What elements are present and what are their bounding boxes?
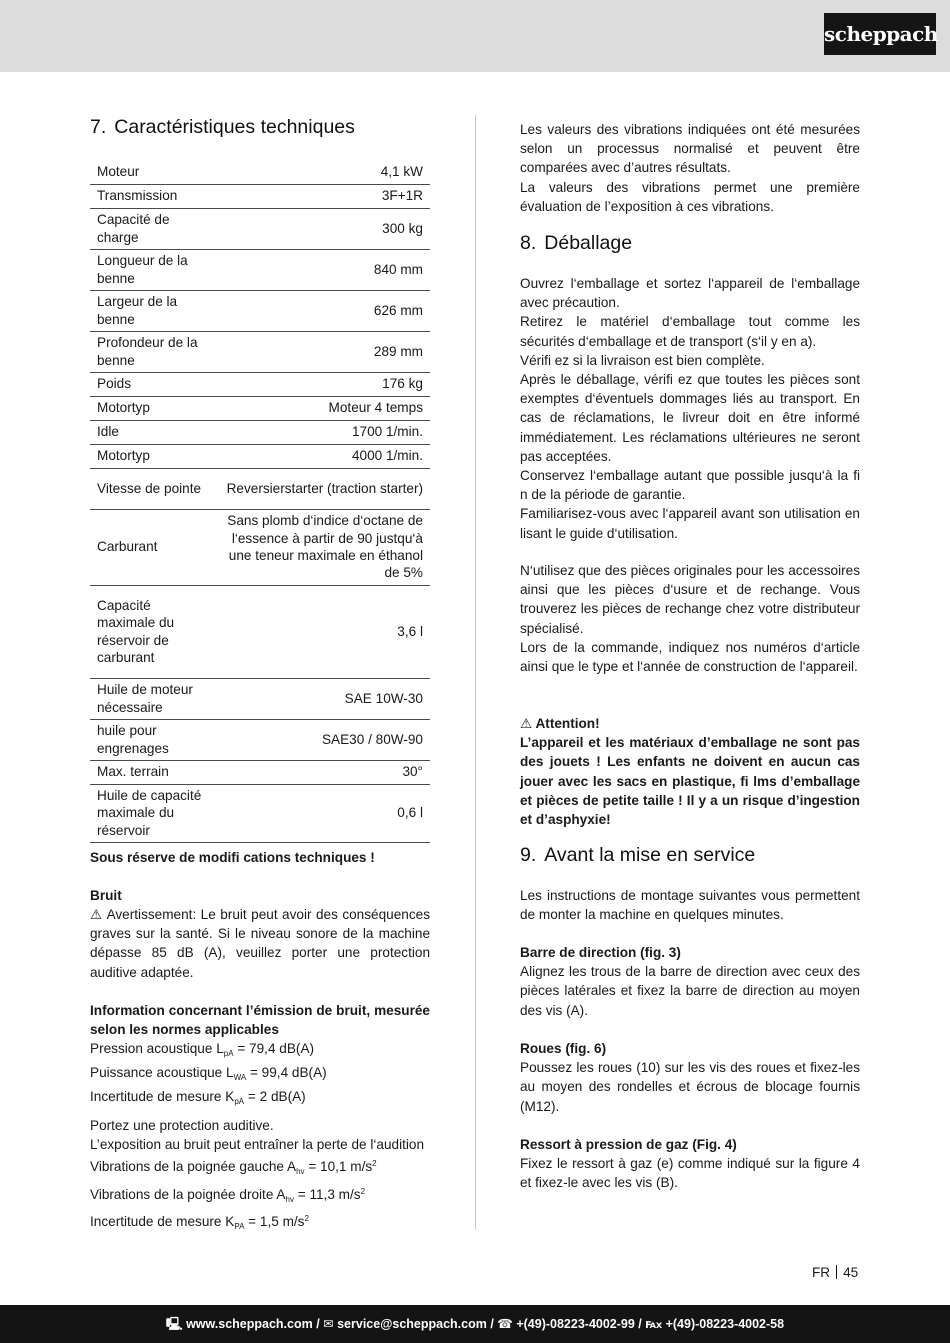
emission-heading: Information concernant l’émission de bruit, mesurée selon les normes applicables [90, 1003, 430, 1038]
gas-spring-text: Fixez le ressort à gaz (e) comme indiqué sur la figure 4 et fixez-le avec les vis (B). [520, 1156, 860, 1191]
spec-value: 3,6 l [218, 585, 430, 678]
section-9-heading [520, 844, 860, 867]
assembly-intro: Les instructions de montage suivantes vous permettent de monter la machine en quelques minutes. [520, 888, 860, 923]
spare-parts-text: N‘utilisez que des pièces originales pour les accessoires ainsi que les pièces d‘usure et de rechange. Vous trouverez les pièces de rechange chez votre distributeur spécialisé. Lors de la commande, indiquez nos numéros d‘article ainsi que le type et l‘année de construction de l‘appareil. [520, 563, 860, 675]
emission-values [90, 1039, 430, 1112]
spec-value: Reversierstarter (traction starter) [218, 468, 430, 509]
spec-row [90, 509, 430, 585]
spec-label: Longueur de la benne [90, 249, 218, 290]
website-link[interactable]: www.scheppach.com [186, 1317, 313, 1331]
wheels-text: Poussez les roues (10) sur les vis des roues et fixez-les au moyen des rondelles et écrous de blocage fournis (M12). [520, 1060, 860, 1114]
fax-number: +(49)-08223-4002-58 [665, 1317, 785, 1331]
spec-row [90, 372, 430, 396]
attention-block [520, 714, 860, 829]
spec-value: 626 mm [218, 290, 430, 331]
fax-icon: ℻ [645, 1317, 666, 1331]
spec-value: SAE30 / 80W-90 [218, 719, 430, 760]
spec-value: 300 kg [218, 208, 430, 249]
spec-value: 289 mm [218, 331, 430, 372]
spec-value: 176 kg [218, 372, 430, 396]
bruit-heading: Bruit [90, 888, 122, 903]
contact-footer: 🖳 www.scheppach.com / ✉ service@scheppach.com / ☎ +(49)-08223-4002-99 / ℻ +(49)-08223-4002-58 [0, 1305, 950, 1343]
unpacking-text: Ouvrez l‘emballage et sortez l‘appareil de l‘emballage avec précaution. Retirez le matériel d‘emballage tout comme les sécurités d‘emballage et de transport (s‘il y en a). Vérifi ez si la livraison est bien complète. Après le déballage, vérifi ez que toutes les pièces sont exemptes d‘éventuels dommages liés au transport. En cas de réclamations, le livreur doit en être informé immédiatement. Les réclamations ultérieures ne seront pas acceptées. Conservez l‘emballage autant que possible jusqu‘à la fi n de la période de garantie. Familiarisez-vous avec l‘appareil avant son utilisation en lisant le guide d‘utilisation. [520, 276, 860, 541]
spec-label: Idle [90, 420, 218, 444]
spec-value: 4000 1/min. [218, 444, 430, 468]
spec-label: Carburant [90, 509, 218, 585]
column-divider [475, 115, 476, 1230]
spec-label: Transmission [90, 184, 218, 208]
kpa-line: Incertitude de mesure $K_{pA} = 2$ dB(A) [90, 1089, 306, 1107]
vibration-block [90, 1116, 430, 1236]
section-title: Avant la mise en service [544, 844, 756, 866]
spec-label: Largeur de la benne [90, 290, 218, 331]
vib-right-line: Vibrations de la poignée droite $A_{hv} = 11,3$ $m/s^2$ [90, 1186, 366, 1204]
spec-value: 3F+1R [218, 184, 430, 208]
gas-spring-block [520, 1135, 860, 1193]
spec-value: Moteur 4 temps [218, 396, 430, 420]
steering-bar-block [520, 943, 860, 1020]
spec-label: Poids [90, 372, 218, 396]
page-header-band [0, 0, 950, 72]
page-number-value: 45 [843, 1265, 859, 1280]
attention-heading: ⚠ Attention! [520, 716, 600, 731]
spec-row [90, 184, 430, 208]
spec-row [90, 331, 430, 372]
spec-row [90, 678, 430, 719]
warning-icon: ⚠ [90, 907, 107, 922]
lwa-line: Puissance acoustique $L_{WA} = 99,4$ dB(A) [90, 1065, 327, 1083]
spec-row [90, 208, 430, 249]
spec-label: huile pour engrenages [90, 719, 218, 760]
vib-left-line: Vibrations de la poignée gauche $A_{hv} = 10,1$ $m/s^2$ [90, 1159, 377, 1177]
vib-k-line: Incertitude de mesure $K_{PA} = 1,5$ $m/s^2$ [90, 1213, 309, 1231]
bruit-warning-text: Avertissement: Le bruit peut avoir des conséquences graves sur la santé. Si le niveau sonore de la machine dépasse 85 dB (A), veuillez porter une protection auditive adaptée. [90, 907, 430, 980]
steering-bar-text: Alignez les trous de la barre de direction avec ceux des pièces latérales et fixez la barre de direction au moyen des vis (A). [520, 964, 860, 1018]
email-link[interactable]: service@scheppach.com [337, 1317, 487, 1331]
spec-label: Max. terrain [90, 760, 218, 784]
spec-row [90, 444, 430, 468]
spec-row [90, 160, 430, 184]
email-icon: ✉ [323, 1317, 338, 1331]
phone-number: +(49)-08223-4002-99 [516, 1317, 635, 1331]
protection-line: Portez une protection auditive. [90, 1118, 274, 1133]
spec-value: 1700 1/min. [218, 420, 430, 444]
section-title: Caractéristiques techniques [114, 116, 355, 138]
section-number: 7. [90, 116, 107, 138]
spec-label: Vitesse de pointe [90, 468, 218, 509]
phone-icon: ☎ [497, 1317, 517, 1331]
spec-value: 840 mm [218, 249, 430, 290]
spec-label: Moteur [90, 160, 218, 184]
spec-label: Capacité de charge [90, 208, 218, 249]
wheels-block [520, 1039, 860, 1116]
spec-row [90, 420, 430, 444]
spec-label: Huile de moteur nécessaire [90, 678, 218, 719]
gas-spring-heading: Ressort à pression de gaz (Fig. 4) [520, 1137, 737, 1152]
page-number [812, 1265, 858, 1280]
section-8-heading [520, 232, 860, 255]
vibration-intro: Les valeurs des vibrations indiquées ont été mesurées selon un processus normalisé et peuvent être comparées avec d’autres résultats. La valeurs des vibrations permet une première évaluation de l’exposition à ces vibrations. [520, 122, 860, 214]
section-7-heading [90, 116, 430, 139]
wheels-heading: Roues (fig. 6) [520, 1041, 607, 1056]
warning-icon: ⚠ [520, 716, 536, 731]
reserve-note: Sous réserve de modifi cations techniques ! [90, 850, 375, 865]
spec-label: Profondeur de la benne [90, 331, 218, 372]
language-code: FR [812, 1265, 831, 1280]
lpa-line: Pression acoustique $L_{pA} = 79,4$ dB(A) [90, 1041, 315, 1058]
spec-value: SAE 10W-30 [218, 678, 430, 719]
bruit-warning [90, 905, 430, 982]
spec-label: Huile de capacité maximale du réservoir [90, 784, 218, 842]
spec-label: Capacité maximale du réservoir de carburant [90, 585, 218, 678]
section-number: 8. [520, 232, 537, 254]
spec-row [90, 784, 430, 842]
scheppach-logo: scheppach [824, 13, 936, 55]
spec-row [90, 290, 430, 331]
spec-value: 0,6 l [218, 784, 430, 842]
spec-row [90, 719, 430, 760]
specs-table [90, 160, 430, 843]
section-number: 9. [520, 844, 537, 866]
exposure-line: L’exposition au bruit peut entraîner la perte de l‘audition [90, 1137, 425, 1153]
spec-row [90, 760, 430, 784]
spec-label: Motortyp [90, 444, 218, 468]
spec-value: 30° [218, 760, 430, 784]
spec-label: Motortyp [90, 396, 218, 420]
spec-value: 4,1 kW [218, 160, 430, 184]
spec-row [90, 396, 430, 420]
spec-row [90, 249, 430, 290]
spec-row [90, 585, 430, 678]
computer-icon: 🖳 [165, 1317, 187, 1331]
section-title: Déballage [544, 232, 633, 254]
spec-value: Sans plomb d‘indice d‘octane de l‘essence à partir de 90 justqu‘à une teneur maximale en éthanol de 5% [218, 509, 430, 585]
spec-row [90, 468, 430, 509]
attention-text: L’appareil et les matériaux d’emballage ne sont pas des jouets ! Les enfants ne doivent en aucun cas jouer avec les sacs en plastique, fi lms d’emballage et pièces de petite taille ! Il y a un risque d’ingestion et d’asphyxie! [520, 735, 860, 828]
steering-bar-heading: Barre de direction (fig. 3) [520, 945, 681, 960]
